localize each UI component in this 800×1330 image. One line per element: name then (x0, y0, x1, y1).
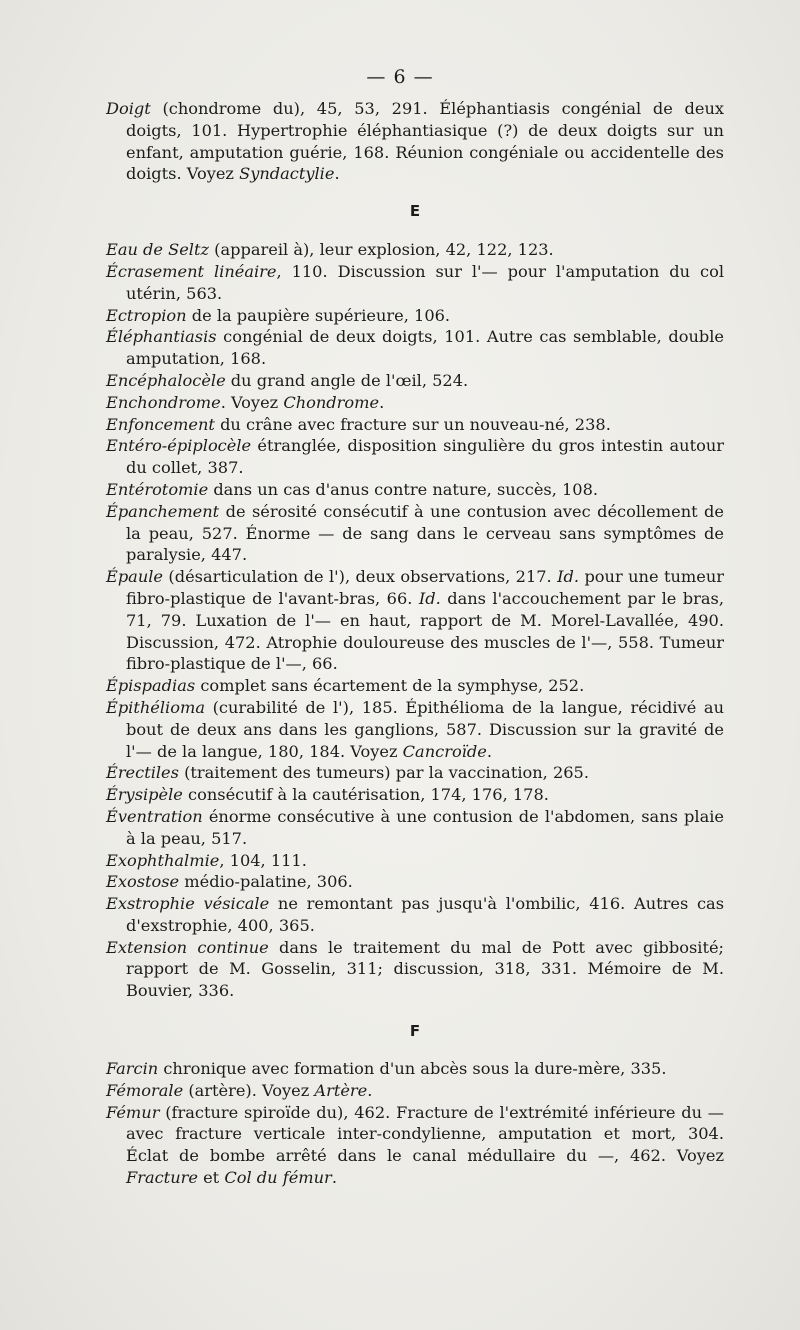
entry-text: énorme consécutive à une contusion de l'abdomen, sans plaie à la peau, 517. (126, 806, 724, 848)
entry-text: pour une tumeur fibro-plastique de l'avant-bras, 66. (126, 567, 724, 608)
index-entry (106, 566, 724, 675)
index-entry (106, 261, 724, 305)
entry-text: et (197, 1168, 225, 1188)
index-entry (106, 850, 724, 872)
entry-text: . (334, 164, 340, 184)
entry-term: Fémur (106, 1102, 160, 1122)
section-heading-e: E (409, 202, 421, 221)
entry-term: Enfoncement (106, 414, 215, 434)
entry-term: Érysipèle (106, 785, 183, 805)
entry-text: chronique avec formation d'un abcès sous la dure-mère, 335. (158, 1059, 667, 1079)
entry-text: . (331, 1168, 337, 1188)
index-entry (106, 697, 724, 762)
entry-text: (traitement des tumeurs) par la vaccination, 265. (178, 763, 589, 783)
entry-text: de la paupière supérieure, 106. (186, 305, 451, 325)
page-number: — 6 — (366, 66, 434, 88)
entry-text: , 104, 111. (219, 850, 307, 870)
index-entry (106, 239, 724, 261)
section-e-entries (106, 239, 724, 1002)
cross-reference: Id. (557, 567, 580, 587)
entry-term: Exophthalmie (106, 850, 220, 870)
entry-term: Écrasement linéaire (106, 261, 277, 281)
entry-term: Entéro-épiplocèle (106, 436, 252, 456)
entry-text: complet sans écartement de la symphyse, 252. (195, 676, 585, 696)
entry-text: . (367, 1080, 373, 1100)
entry-term: Épithélioma (106, 697, 205, 717)
cross-reference: Fracture (126, 1168, 198, 1188)
cross-reference: Artère (314, 1080, 368, 1100)
entry-term: Éléphantiasis (106, 327, 217, 347)
entry-text: du grand angle de l'œil, 524. (225, 370, 469, 390)
entry-text: (curabilité de l'), 185. Épithélioma de la langue, récidivé au bout de deux ans dans les ganglions, 587. Discussion sur la gravité de l'— de la langue, 180, 184. Voyez (126, 697, 724, 761)
entry-text: (appareil à), leur explosion, 42, 122, 123. (209, 240, 554, 260)
index-entry (106, 326, 724, 370)
index-entry (106, 806, 724, 850)
entry-text: étranglée, disposition singulière du gros intestin autour du collet, 387. (126, 436, 724, 478)
index-entry (106, 479, 724, 501)
index-entry (106, 1102, 724, 1189)
index-entry (106, 1058, 724, 1080)
index-entry (106, 435, 724, 479)
entry-term: Encéphalocèle (106, 370, 226, 390)
index-entry (106, 937, 724, 1002)
entry-term: Épanchement (106, 501, 220, 521)
index-entry (106, 1080, 724, 1102)
entry-text: . (486, 741, 492, 761)
index-entry (106, 305, 724, 327)
entry-text: (chondrome du), 45, 53, 291. Éléphantiasis congénial de deux doigts, 101. Hypertrophie éléphantiasique (?) de deux doigts sur un enfant, amputation guérie, 168. Réunion congéniale ou accidentelle des doigts. Voyez (126, 99, 724, 184)
entry-text: dans l'accouchement par le bras, 71, 79. Luxation de l'— en haut, rapport de M. Morel-Lavallée, 490. Discussion, 472. Atrophie douloureuse des muscles de l'—, 558. Tumeur fibro-plastique de l'—, 66. (126, 588, 724, 674)
index-entry (106, 784, 724, 806)
index-content (106, 98, 724, 1189)
entry-text: . Voyez (220, 392, 284, 412)
entry-text: médio-palatine, 306. (179, 872, 353, 892)
entry-text: congénial de deux doigts, 101. Autre cas semblable, double amputation, 168. (126, 327, 724, 369)
entry-text: de sérosité consécutif à une contusion avec décollement de la peau, 527. Énorme — de sang dans le cerveau sans symptômes de paralysie, 447. (126, 501, 724, 565)
cross-reference: Cancroïde (402, 741, 487, 761)
index-entry (106, 675, 724, 697)
entry-term: Exostose (106, 872, 180, 892)
entry-text: du crâne avec fracture sur un nouveau-né, 238. (214, 414, 611, 434)
index-entry (106, 501, 724, 566)
entry-term: Entérotomie (106, 479, 209, 499)
entry-term: Éventration (106, 806, 203, 826)
entry-term: Ectropion (106, 305, 187, 325)
index-entry (106, 871, 724, 893)
entry-text: , 110. Discussion sur l'— pour l'amputation du col utérin, 563. (126, 261, 724, 303)
continued-entries (106, 98, 724, 185)
entry-text: (artère). Voyez (183, 1080, 315, 1100)
entry-term: Épaule (106, 567, 164, 587)
index-entry (106, 98, 724, 185)
entry-term: Farcin (106, 1059, 159, 1079)
entry-term: Fémorale (106, 1080, 184, 1100)
cross-reference: Chondrome (283, 392, 380, 412)
section-heading-f: F (409, 1022, 421, 1041)
index-entry (106, 370, 724, 392)
entry-term: Exstrophie vésicale (106, 894, 270, 914)
entry-text: dans un cas d'anus contre nature, succès, 108. (208, 479, 599, 499)
index-entry (106, 893, 724, 937)
entry-text: (fracture spiroïde du), 462. Fracture de l'extrémité inférieure du — avec fracture verticale inter-condylienne, amputation et mort, 304. Éclat de bombe arrêté dans le canal médullaire du —, 462. Voyez (126, 1102, 724, 1166)
entry-term: Érectiles (106, 763, 179, 783)
entry-term: Doigt (106, 99, 151, 118)
cross-reference: Id. (418, 588, 441, 608)
entry-text: . (379, 392, 385, 412)
cross-reference: Syndactylie (239, 164, 335, 184)
entry-text: (désarticulation de l'), deux observations, 217. (163, 567, 558, 587)
index-entry (106, 392, 724, 414)
index-entry (106, 762, 724, 784)
section-f-entries (106, 1058, 724, 1189)
entry-term: Extension continue (106, 937, 269, 957)
entry-term: Eau de Seltz (106, 240, 210, 260)
entry-term: Enchondrome (106, 392, 221, 412)
entry-text: consécutif à la cautérisation, 174, 176, 178. (182, 785, 549, 805)
entry-term: Épispadias (106, 676, 196, 696)
entry-text: dans le traitement du mal de Pott avec gibbosité; rapport de M. Gosselin, 311; discussion, 318, 331. Mémoire de M. Bouvier, 336. (126, 937, 725, 1001)
cross-reference: Col du fémur (224, 1168, 332, 1188)
entry-text: ne remontant pas jusqu'à l'ombilic, 416. Autres cas d'exstrophie, 400, 365. (126, 894, 724, 935)
index-entry (106, 414, 724, 436)
